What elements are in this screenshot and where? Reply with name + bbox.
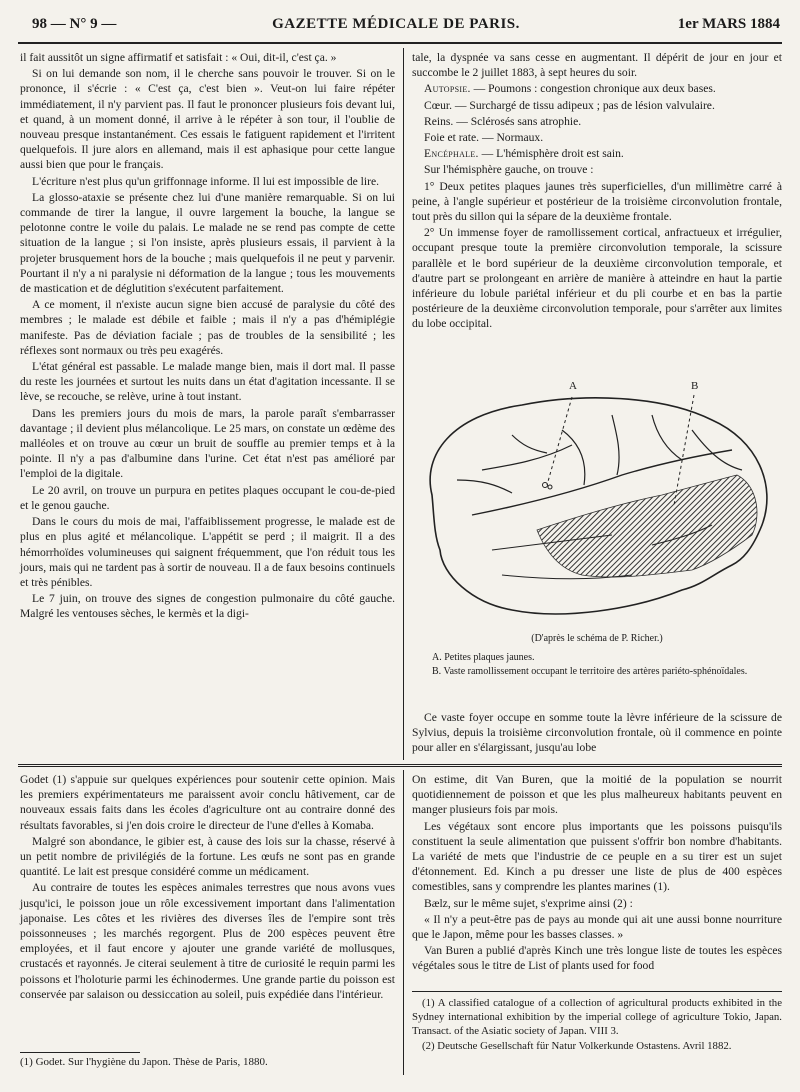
paragraph: A ce moment, il n'existe aucun signe bien accusé de paralysie du côté des membres ; le malade est débile et faible ; mais il n'y a pas d'hémiplégie manifeste. Pas de déviation faciale ; pas de troubles de la sensibilité ; les réflexes sont normaux ou très peu exagérés. [20,298,395,357]
footnotes [412,996,782,1054]
autopsy-paragraph [412,81,782,96]
autopsy-text: — Poumons : congestion chronique aux deux bases. [470,82,716,96]
footnote: (1) A classified catalogue of a collection of agricultural products exhibited in the Sydney international exhibition by the imperial college of agriculture Tokio, Japan. Transact. of the Asiatic society of Japan. VIII 3. [412,997,782,1037]
paragraph: Le 20 avril, on trouve un purpura en petites plaques occupant le cou-de-pied et le genou gauche. [20,483,395,512]
page-header [10,16,782,38]
softening-area [537,475,757,577]
paragraph: Les végétaux sont encore plus importants que les poissons puisqu'ils constituent la seule alimentation que puissent s'offrir bon nombre d'habitants. La variété de mets que l'industrie de ce peuple en a su tirer est un sujet d'étonnement. Ed. Kinch a pu dresser une liste de plus de 400 espèces comestibles, sans y comprendre les plantes marines (1). [412,819,782,894]
paragraph: Bælz, sur le même sujet, s'exprime ainsi (2) : [424,896,633,910]
paragraph: L'état général est passable. Le malade mange bien, mais il dort mal. Il passe du reste les journées et surtout les nuits dans un état d'agitation incessante. Il se lève, se recouche, se relève, urine à tout instant. [20,360,395,404]
paragraph: il fait aussitôt un signe affirmatif et satisfait : « Oui, dit-il, c'est ça. » [20,51,337,64]
footnote: (2) Deutsche Gesellschaft für Natur Volkerkunde Ostastens. Avril 1882. [422,1040,732,1052]
header-rule [18,42,782,44]
brain-sulcus [457,415,742,493]
figure-caption [412,632,782,679]
brain-diagram [412,375,782,627]
paragraph: Sur l'hémisphère gauche, on trouve : [424,163,594,177]
encephale-label: Encéphale. [424,147,479,161]
paragraph: tale, la dyspnée va sans cesse en augmentant. Il dépérit de jour en jour et succombe le 2 juillet 1883, à sept heures du soir. [412,51,782,80]
paragraph: L'écriture n'est plus qu'un griffonnage informe. Il lui est impossible de lire. [32,174,380,188]
right-column-top [412,50,782,333]
paragraph: Au contraire de toutes les espèces animales terrestres que nous avons vues jusqu'ici, le poisson joue un rôle excessivement important dans l'alimentation japonaise. Les côtes et les rivières des diverses îles de l'empire sont très poissonneuses ; les marchés regorgent. Plus de 200 espèces peuvent être employées, et il faut encore y ajouter une grande variété de mollusques, crustacés et rayonnés. Je citerai seulement à titre de curiosité le requin parmi les poissons et l'holoturie parmi les échinodermes. Une grande partie du poisson est conservée par salaison ou dessiccation au soleil, puis expédiée dans l'intérieur. [20,881,395,1001]
column-divider [403,48,404,760]
paragraph: Dans le cours du mois de mai, l'affaiblissement progresse, le malade est de plus en plus agité et mélancolique. L'appétit se perd ; il maigrit. Il a des hémorrhoïdes volumineuses qui saignent fréquemment, que l'on réduit tous les jours, mais qui ne tardent pas à sortir de nouveau. Il a de faux besoins continuels et très pénibles. [20,515,395,589]
journal-title: GAZETTE MÉDICALE DE PARIS. [272,16,520,32]
paragraph: La glosso-ataxie se présente chez lui d'une manière remarquable. Si on lui commande de tirer la langue, il ouvre largement la bouche, la langue se pelotonne contre le voile du palais. Le malade ne se rend pas compte de cette situation de la langue ; si l'on insiste, après plusieurs essais, il parvient à la projeter brusquement hors de la bouche ; mais quelquefois il ne peut y parvenir. Pourtant il n'y a ni paralysie ni déformation de la langue ; tous les mouvements de mastication et de déglutition s'exécutent parfaitement. [20,190,395,296]
figure-source: (D'après le schéma de P. Richer.) [531,633,663,644]
legend-item-b: B. Vaste ramollissement occupant le territoire des artères pariéto-sphénoïdales. [432,666,748,677]
pointer-a [547,397,572,485]
footnote-rule [20,1052,140,1053]
footnote: (1) Godet. Sur l'hygiène du Japon. Thèse de Paris, 1880. [20,1056,268,1068]
paragraph: Le 7 juin, on trouve des signes de congestion pulmonaire du côté gauche. Malgré les ventouses sèches, le kermès et la digi- [20,592,395,621]
right-column-after-figure [412,710,782,757]
legend-item-a: A. Petites plaques jaunes. [432,652,535,663]
paragraph: Dans les premiers jours du mois de mars, la parole paraît s'embarrasser davantage ; il devient plus mélancolique. Le 25 mars, on constate un œdème des malléoles et on trouve au cœur un bruit de souffle au premier temps et à la pointe. Il n'y a pas d'albumine dans l'urine. Cet état n'est pas amélioré par l'emploi de la digitale. [20,406,395,481]
yellow-plaque [548,485,552,489]
issue-date: 1er MARS 1884 [677,16,780,32]
paragraph: 2° Un immense foyer de ramollissement cortical, anfractueux et irrégulier, occupant presque toute la première circonvolution temporale, la scissure parallèle et le bord supérieur de la deuxième circonvolution temporale, et d'autre part se prolongeant en arrière de manière à atteindre en haut la partie inférieure du lobule pariétal inférieur et du pli courbe et en bas la partie postérieure de la deuxième circonvolution temporale, pour s'arrêter aux limites du lobe occipital. [412,226,782,331]
left-column-top [20,50,395,623]
paragraph: Van Buren a publié d'après Kinch une très longue liste de toutes les espèces végétales sous le titre de List of plants used for food [412,944,782,973]
right-column-bottom [412,772,782,975]
paragraph: Foie et rate. — Normaux. [424,131,544,145]
label-b: B [691,380,699,392]
footnote-rule [412,991,782,992]
column-divider [403,770,404,1075]
paragraph: « Il n'y a peut-être pas de pays au monde qui ait une aussi bonne nourriture que le Japon, même pour les basses classes. » [412,912,782,942]
encephale-text: — L'hémisphère droit est sain. [478,147,624,161]
paragraph: 1° Deux petites plaques jaunes très superficielles, d'un millimètre carré à peine, à l'angle supérieur et postérieur de la troisième circonvolution frontale, tout près du sillon qui la sépare de la deuxième frontale. [412,179,782,224]
paragraph: Si on lui demande son nom, il le cherche sans pouvoir le trouver. Si on le prononce, il s'écrie : « C'est ça, c'est bien ». Veut-on lui faire répéter immédiatement, il n'y parvient pas. Il faut le prononcer plusieurs fois devant lui, et quand, à un moment donné, il arrive à le répéter à son tour, il l'oublie de nouveau presque instantanément. Ces essais le fatiguent rapidement et l'irritent quelquefois. Il jure alors en allemand, mais il est aphasique pour cette langue aussi bien que pour le français. [20,67,395,172]
autopsy-label: Autopsie. [424,82,471,96]
label-a: A [569,380,577,392]
encephale-paragraph [412,146,782,161]
paragraph: Malgré son abondance, le gibier est, à cause des lois sur la chasse, réservé à un petit nombre de privilégiés de la fortune. Les œufs ne sont pas en grande quantité. Le lait est presque considéré comme un médicament. [20,834,395,879]
paragraph: On estime, dit Van Buren, que la moitié de la population se nourrit quotidiennement de poisson et que les plus malheureux habitants peuvent en manger plusieurs fois par mois. [412,773,782,817]
section-divider [18,764,782,767]
page-number: 98 — N° 9 — [32,16,117,32]
paragraph: Ce vaste foyer occupe en somme toute la lèvre inférieure de la scissure de Sylvius, depuis la troisième circonvolution frontale, où il commence en pointe pour aller en s'élargissant, jusqu'au lobe [412,711,782,755]
yellow-plaque [543,483,548,488]
paragraph: Reins. — Sclérosés sans atrophie. [424,114,582,128]
paragraph: Godet (1) s'appuie sur quelques expériences pour soutenir cette opinion. Mais les premiers expérimentateurs me paraissent avoir conclu hâtivement, car de nouveaux essais faits dans les écoles d'agriculture ont au contraire donné des résultats favorables, si j'en dois croire le directeur de l'une d'elles à Komaba. [20,773,395,832]
paragraph: Cœur. — Surchargé de tissu adipeux ; pas de lésion valvulaire. [424,98,715,112]
left-column-bottom [20,772,395,1003]
